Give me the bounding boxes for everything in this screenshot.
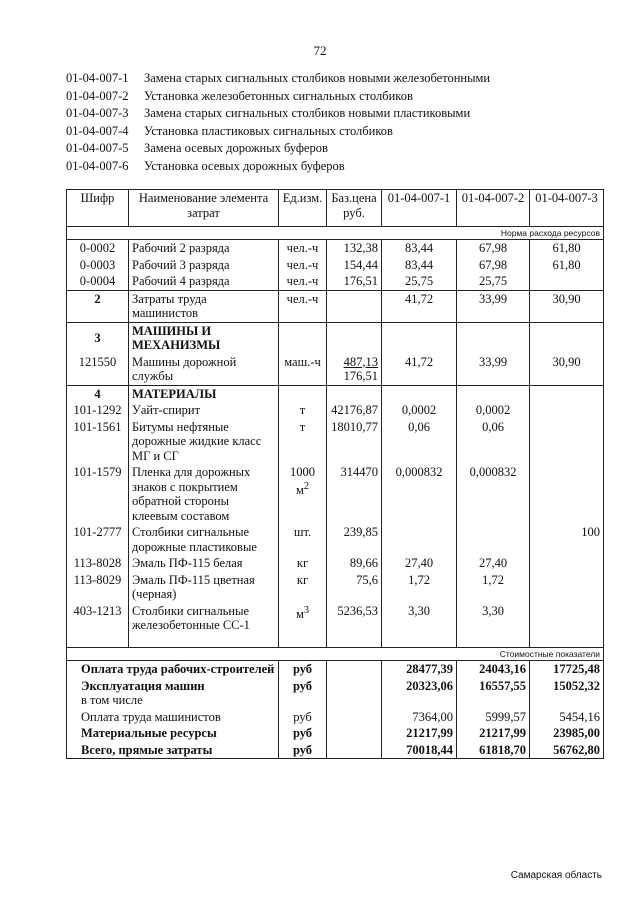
cell-v3 [530, 273, 604, 290]
cell-v1: 0,0002 [382, 402, 457, 419]
cell-code: 0-0004 [67, 273, 129, 290]
cell-price: 132,38 [327, 240, 382, 257]
cell-v2: 67,98 [457, 257, 530, 274]
cell-price: 5236,53 [327, 603, 382, 634]
unit-text: м [295, 606, 304, 621]
header-base-price: Баз.цена руб. [327, 190, 382, 227]
unit-text: 1000 м [290, 465, 315, 497]
table-row [67, 273, 604, 290]
table-row [67, 419, 604, 465]
code-title: Замена старых сигнальных столбиков новыми пластиковыми [144, 106, 471, 121]
cell-v3: 61,80 [530, 240, 604, 257]
page-footer: Самарская область [510, 870, 602, 881]
cell-name: Столбики сигнальные дорожные пластиковые [129, 524, 279, 555]
cell-v1: 0,06 [382, 419, 457, 465]
cell-code: 403-1213 [67, 603, 129, 634]
code-title: Замена осевых дорожных буферов [144, 141, 328, 156]
cell-v2: 27,40 [457, 555, 530, 572]
total-v3: 23985,00 [530, 725, 604, 742]
cell-unit: кг [279, 572, 327, 603]
code-line [66, 158, 490, 176]
cell-name: Затраты труда машинистов [129, 290, 279, 322]
code: 01-04-007-4 [66, 123, 129, 138]
cell-name: Эмаль ПФ-115 белая [129, 555, 279, 572]
total-v3: 15052,32 [530, 678, 604, 709]
code-title: Установка осевых дорожных буферов [144, 158, 345, 173]
cell-v2: 67,98 [457, 240, 530, 257]
code: 01-04-007-6 [66, 158, 129, 173]
total-name-cell [67, 678, 279, 709]
cell-code: 113-8029 [67, 572, 129, 603]
spacer-row [67, 634, 604, 648]
cell-code: 101-1579 [67, 464, 129, 524]
code-title: Установка пластиковых сигнальных столбиков [144, 123, 393, 138]
cell-v2: 3,30 [457, 603, 530, 634]
cell-v2: 0,0002 [457, 402, 530, 419]
cell-code: 101-1292 [67, 402, 129, 419]
unit-exponent: 2 [303, 480, 310, 492]
cell-v2: 25,75 [457, 273, 530, 290]
cell-code: 101-1561 [67, 419, 129, 465]
cell-unit: шт. [279, 524, 327, 555]
cell-v1: 3,30 [382, 603, 457, 634]
table-row [67, 354, 604, 386]
total-v2: 61818,70 [457, 742, 530, 759]
cell-v3 [530, 572, 604, 603]
total-v2: 5999,57 [457, 709, 530, 726]
cell-price: 89,66 [327, 555, 382, 572]
code-title: Замена старых сигнальных столбиков новыми железобетонными [144, 71, 491, 85]
table-header-row [67, 190, 604, 227]
cell-code: 0-0003 [67, 257, 129, 274]
unit-exponent: 3 [303, 604, 310, 616]
total-unit: руб [279, 725, 327, 742]
section-row [67, 385, 604, 402]
norm-caption: Норма расхода ресурсов [67, 227, 604, 240]
cell-unit: т [279, 402, 327, 419]
total-name: Оплата труда рабочих-строителей [67, 661, 279, 678]
cell-unit [279, 464, 327, 524]
cell-v3 [530, 419, 604, 465]
section-number: 3 [67, 322, 129, 354]
header-col1: 01-04-007-1 [382, 190, 457, 227]
code-line [66, 140, 490, 158]
header-name: Наименование элемента затрат [129, 190, 279, 227]
cell-name: Рабочий 2 разряда [129, 240, 279, 257]
code-line [66, 88, 490, 106]
cell-name: Битумы нефтяные дорожные жидкие класс МГ и СГ [129, 419, 279, 465]
norm-caption-row [67, 227, 604, 240]
total-sub: в том числе [81, 693, 143, 707]
cell-code: 113-8028 [67, 555, 129, 572]
cell-price: 176,51 [327, 273, 382, 290]
code: 01-04-007-3 [66, 106, 129, 121]
total-name: Всего, прямые затраты [67, 742, 279, 759]
total-name: Материальные ресурсы [67, 725, 279, 742]
header-unit: Ед.изм. [279, 190, 327, 227]
cell-v1: 27,40 [382, 555, 457, 572]
cell-name: Уайт-спирит [129, 402, 279, 419]
total-v3: 17725,48 [530, 661, 604, 678]
total-v1: 7364,00 [382, 709, 457, 726]
cell-code: 121550 [67, 354, 129, 386]
section-title: МАТЕРИАЛЫ [129, 385, 279, 402]
total-name: Эксплуатация машин [81, 678, 205, 693]
total-unit: руб [279, 709, 327, 726]
table-row [67, 572, 604, 603]
cell-unit: чел.-ч [279, 257, 327, 274]
table-row [67, 257, 604, 274]
total-row [67, 709, 604, 726]
total-v2: 16557,55 [457, 678, 530, 709]
cell-v2 [457, 524, 530, 555]
cell-v2: 33,99 [457, 354, 530, 386]
cell-code: 101-2777 [67, 524, 129, 555]
table-row [67, 603, 604, 634]
table-row [67, 464, 604, 524]
cell-v1: 41,72 [382, 354, 457, 386]
cell-v3 [530, 402, 604, 419]
cell-price: 154,44 [327, 257, 382, 274]
price-value-2: 176,51 [343, 369, 378, 383]
price-value: 487,13 [343, 354, 378, 369]
total-v1: 28477,39 [382, 661, 457, 678]
page-number: 72 [313, 43, 327, 58]
cell-v1: 83,44 [382, 240, 457, 257]
total-v3: 56762,80 [530, 742, 604, 759]
cell-price: 314470 [327, 464, 382, 524]
cell-v3: 100 [530, 524, 604, 555]
cost-caption-row [67, 648, 604, 661]
code-title: Установка железобетонных сигнальных столбиков [144, 88, 413, 103]
code: 01-04-007-2 [66, 88, 129, 103]
cell-price: 18010,77 [327, 419, 382, 465]
cell-v3 [530, 555, 604, 572]
table-row [67, 290, 604, 322]
cell-unit: чел.-ч [279, 273, 327, 290]
cell-v2: 33,99 [457, 290, 530, 322]
cell-price: 239,85 [327, 524, 382, 555]
cell-v1 [382, 524, 457, 555]
cell-unit [279, 603, 327, 634]
cell-v3 [530, 464, 604, 524]
cell-name: Машины дорожной службы [129, 354, 279, 386]
cell-v3 [530, 603, 604, 634]
total-v1: 20323,06 [382, 678, 457, 709]
cell-v2: 1,72 [457, 572, 530, 603]
table-row [67, 555, 604, 572]
cell-name: Эмаль ПФ-115 цветная (черная) [129, 572, 279, 603]
cell-unit: чел.-ч [279, 290, 327, 322]
cell-v1: 25,75 [382, 273, 457, 290]
cell-v3: 30,90 [530, 354, 604, 386]
code-line [66, 70, 490, 88]
total-name: Оплата труда машинистов [67, 709, 279, 726]
cell-price: 75,6 [327, 572, 382, 603]
total-row [67, 725, 604, 742]
cell-unit: т [279, 419, 327, 465]
cell-code: 0-0002 [67, 240, 129, 257]
code: 01-04-007-5 [66, 141, 129, 156]
section-number: 4 [67, 385, 129, 402]
cell-code: 2 [67, 290, 129, 322]
cell-v3: 61,80 [530, 257, 604, 274]
cost-caption: Стоимостные показатели [67, 648, 604, 661]
total-v2: 21217,99 [457, 725, 530, 742]
header-cipher: Шифр [67, 190, 129, 227]
cell-unit: кг [279, 555, 327, 572]
cell-name: Пленка для дорожных знаков с покрытием обратной стороны клеевым составом [129, 464, 279, 524]
section-row [67, 322, 604, 354]
total-v2: 24043,16 [457, 661, 530, 678]
cell-unit: чел.-ч [279, 240, 327, 257]
norms-table [66, 189, 604, 759]
total-unit: руб [279, 678, 327, 709]
header-col3: 01-04-007-3 [530, 190, 604, 227]
code-line [66, 105, 490, 123]
table-row [67, 524, 604, 555]
cell-price: 42176,87 [327, 402, 382, 419]
cell-name: Столбики сигнальные железобетонные СС-1 [129, 603, 279, 634]
code: 01-04-007-1 [66, 71, 129, 85]
total-v1: 21217,99 [382, 725, 457, 742]
header-col2: 01-04-007-2 [457, 190, 530, 227]
cell-v1: 1,72 [382, 572, 457, 603]
total-row [67, 742, 604, 759]
cell-v1: 83,44 [382, 257, 457, 274]
code-line [66, 123, 490, 141]
table-row [67, 240, 604, 257]
cell-v2: 0,06 [457, 419, 530, 465]
cell-price [327, 354, 382, 386]
total-row [67, 661, 604, 678]
total-v3: 5454,16 [530, 709, 604, 726]
total-v1: 70018,44 [382, 742, 457, 759]
cell-unit: маш.-ч [279, 354, 327, 386]
total-unit: руб [279, 742, 327, 759]
cell-name: Рабочий 4 разряда [129, 273, 279, 290]
cell-name: Рабочий 3 разряда [129, 257, 279, 274]
total-unit: руб [279, 661, 327, 678]
total-row [67, 678, 604, 709]
section-title: МАШИНЫ И МЕХАНИЗМЫ [129, 322, 279, 354]
cell-price [327, 290, 382, 322]
table-row [67, 402, 604, 419]
code-list [66, 70, 490, 176]
cell-v1: 41,72 [382, 290, 457, 322]
cell-v3: 30,90 [530, 290, 604, 322]
cell-v2: 0,000832 [457, 464, 530, 524]
cell-v1: 0,000832 [382, 464, 457, 524]
